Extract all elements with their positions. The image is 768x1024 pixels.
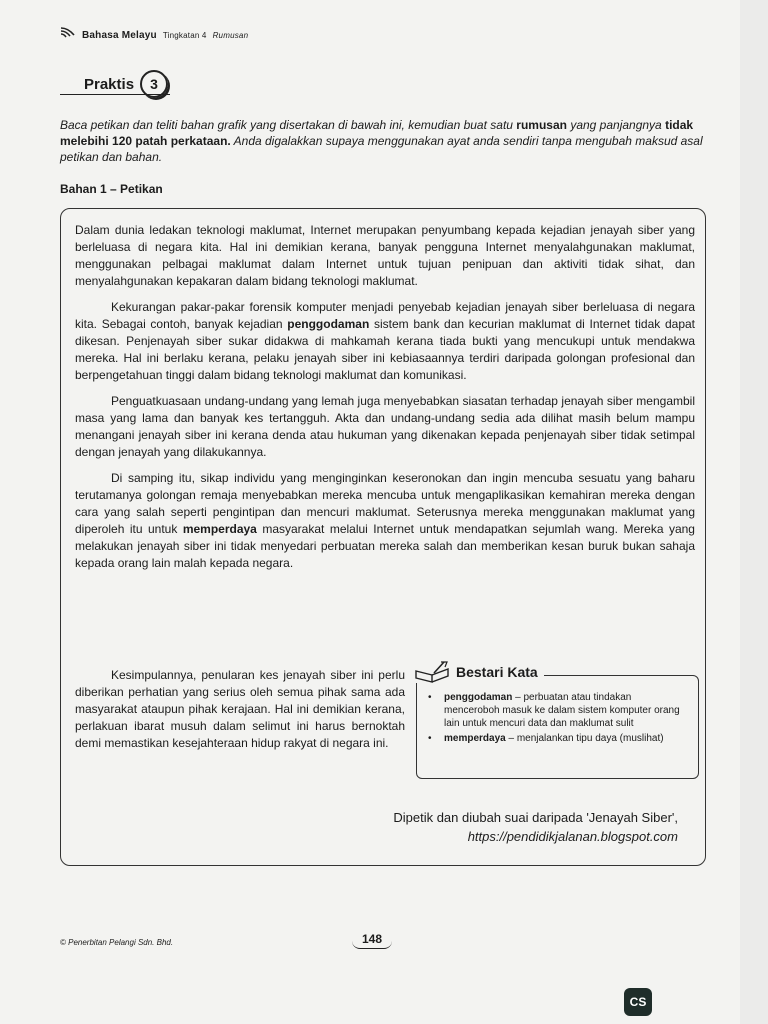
passage-paragraph-4: [75, 470, 695, 572]
bestari-definition: – menjalankan tipu daya (muslihat): [505, 733, 664, 744]
bestari-term: penggodaman: [444, 692, 513, 703]
passage-paragraph-3: Penguatkuasaan undang-undang yang lemah juga menyebabkan siasatan terhadap jenayah siber mengambil masa yang lama dan banyak kes tertangguh. Akta dan undang-undang sedia ada dilihat masih belum mampu menangani jenayah siber ini kerana denda atau hukuman yang dikenakan kepada penjenayah siber tidak setimpal dengan jenayah yang dilakukannya.: [75, 394, 695, 459]
paragraph-text: Di samping itu, sikap individu yang menginginkan keseronokan dan ingin mencuba sesuatu yang baharu terutamanya golongan remaja menyebabkan mereka mencuba untuk mengaplikasikan kemahiran mereka dengan cara yang salah seperti pengintipan dan mencuri maklumat. Seterusnya mereka menggunakan maklumat yang diperoleh itu untuk: [75, 471, 695, 536]
exercise-title: Praktis: [84, 75, 135, 93]
keyword-memperdaya: memperdaya: [182, 522, 257, 536]
bestari-title: Bestari Kata: [456, 664, 538, 680]
instruction-part: Anda digalakkan supaya menggunakan ayat anda sendiri tanpa mengubah maksud asal petikan dan bahan.: [60, 134, 703, 164]
paragraph-text: Kekurangan pakar-pakar forensik komputer menjadi penyebab kejadian jenayah siber berleluasa di negara kita. Sebagai contoh, banyak kejadian: [75, 300, 695, 331]
exercise-number: 3: [140, 70, 168, 98]
instruction-part: Baca petikan dan teliti bahan grafik yang disertakan di bawah ini, kemudian buat satu: [60, 118, 517, 132]
exercise-heading: [60, 70, 168, 98]
header-level: Tingkatan 4: [162, 31, 207, 40]
publisher-footer: © Penerbitan Pelangi Sdn. Bhd.: [60, 938, 174, 947]
list-item: [426, 691, 688, 730]
signal-icon: [60, 26, 76, 38]
passage-paragraph-1: Dalam dunia ledakan teknologi maklumat, Internet merupakan penyumbang kepada kejadian jenayah siber yang berleluasa di negara kita. Hal ini demikian kerana, banyak pengguna Internet menyalahgunakan maklumat, menggunakan pelbagai maklumat dalam Internet untuk tujuan penipuan dan aktiviti tidak sihat, dan menyalahgunakan kepakaran dalam bidang teknologi maklumat.: [75, 223, 695, 288]
source-url: https://pendidikjalanan.blogspot.com: [467, 829, 678, 844]
bestari-kata-panel: [414, 663, 699, 779]
keyword-penggodaman: penggodaman: [287, 317, 370, 331]
bahan-label: Bahan 1 – Petikan: [60, 182, 163, 196]
instruction-bold: rumusan: [516, 118, 567, 132]
instruction-bold: tidak melebihi 120 patah perkataan.: [60, 118, 694, 148]
paragraph-text: masyarakat melalui Internet untuk mendapatkan sejumlah wang. Mereka yang melakukan jenayah siber ini tidak menyedari perbuatan mereka salah dan memberikan kesan buruk bukan sahaja kepada orang lain malah kepada negara.: [75, 522, 695, 570]
passage: [75, 222, 695, 581]
source-line: Dipetik dan diubah suai daripada 'Jenayah Siber',: [393, 810, 678, 825]
bestari-definition: – perbuatan atau tindakan menceroboh masuk ke dalam sistem komputer orang lain untuk mencuri data dan maklumat sulit: [444, 692, 680, 729]
page-number: 148: [352, 930, 392, 949]
bestari-term: memperdaya: [444, 733, 506, 744]
bestari-list: [426, 691, 688, 747]
list-item: [426, 732, 688, 745]
instruction-text: [60, 117, 715, 165]
paragraph-text: sistem bank dan kecurian maklumat di Internet tidak dapat dikesan. Penjenayah siber sukar didakwa di mahkamah kerana tiada bukti yang mencukupi untuk mendakwa mereka. Hal ini berlaku kerana, pelaku jenayah siber ini kebiasaannya terdiri daripada golongan profesional dan berpengetahuan tinggi dalam bidang teknologi maklumat dan komunikasi.: [75, 317, 695, 382]
header-subject: Bahasa Melayu: [82, 30, 157, 41]
header-section: Rumusan: [212, 31, 249, 40]
camscanner-badge: CS: [624, 988, 652, 1016]
instruction-part: yang panjangnya: [566, 118, 666, 132]
bestari-header: [414, 661, 544, 683]
source-citation: [393, 808, 678, 846]
page-header: [60, 26, 248, 41]
passage-paragraph-5: Kesimpulannya, penularan kes jenayah siber ini perlu diberikan perhatian yang serius oleh semua pihak sama ada masyarakat ataupun pihak kerajaan. Hal ini demikian kerana, perlakuan ibarat musuh dalam selimut ini harus bernoktah demi memastikan kesejahteraan hidup rakyat di negara ini.: [75, 668, 405, 750]
open-book-icon: [414, 661, 454, 683]
passage-paragraph-2: [75, 299, 695, 384]
